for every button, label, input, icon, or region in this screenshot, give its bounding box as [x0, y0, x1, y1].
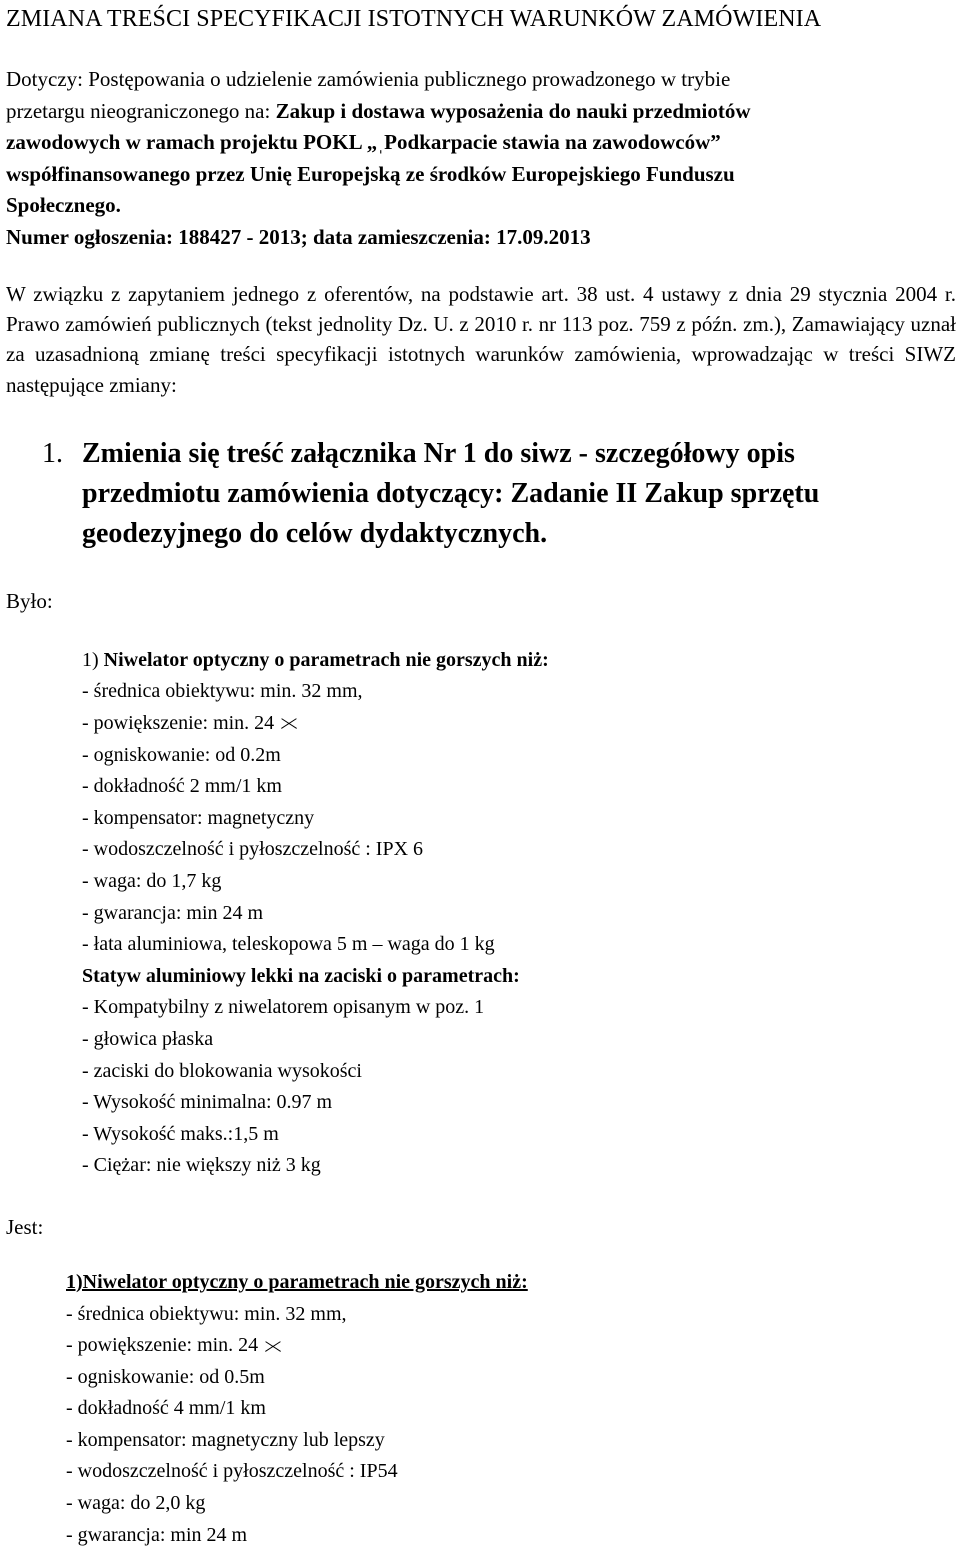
tripod-item: - zaciski do blokowania wysokości	[82, 1059, 362, 1082]
was-item: - waga: do 1,7 kg	[82, 869, 222, 892]
is-item: - kompensator: magnetyczny lub lepszy	[66, 1428, 385, 1451]
is-item-text: - powiększenie: min. 24	[66, 1334, 259, 1357]
procurement-subject-line-3: zawodowych w ramach projektu POKL „ˌPodkarpacie stawia na zawodowców”	[6, 130, 721, 154]
is-item: - wodoszczelność i pyłoszczelność : IP54	[66, 1460, 398, 1483]
is-item: - dokładność 4 mm/1 km	[66, 1397, 266, 1420]
tripod-item: - głowica płaska	[82, 1027, 214, 1050]
concerns-paragraph	[6, 64, 956, 253]
was-heading-number: 1)	[82, 648, 104, 671]
tripod-item: - Wysokość maks.:1,5 m	[82, 1122, 279, 1145]
is-item: - średnica obiektywu: min. 32 mm,	[66, 1302, 347, 1325]
was-label: Było:	[6, 588, 53, 613]
concerns-prefix: przetargu nieograniczonego na:	[6, 98, 276, 123]
tripod-heading: Statyw aluminiowy lekki na zaciski o parametrach:	[82, 964, 520, 987]
is-spec-block	[6, 1267, 956, 1551]
was-item-text: - powiększenie: min. 24	[82, 712, 275, 734]
multiply-sign-icon	[262, 1340, 284, 1354]
was-heading	[82, 645, 956, 677]
concerns-line-1: Dotyczy: Postępowania o udzielenie zamówienia publicznego prowadzonego w trybie	[6, 67, 731, 91]
is-item: - ogniskowanie: od 0.5m	[66, 1365, 265, 1388]
was-item	[82, 708, 956, 740]
procurement-subject-line-5: Społecznego.	[6, 193, 121, 217]
was-item: - wodoszczelność i pyłoszczelność : IPX 6	[82, 838, 424, 861]
was-item: - ogniskowanie: od 0.2m	[82, 743, 281, 766]
was-item: - kompensator: magnetyczny	[82, 806, 315, 829]
tripod-item: - Kompatybilny z niwelatorem opisanym w poz. 1	[82, 996, 485, 1019]
is-label: Jest:	[6, 1214, 44, 1239]
was-item: - łata aluminiowa, teleskopowa 5 m – waga do 1 kg	[82, 933, 495, 956]
multiply-sign-icon	[278, 717, 300, 731]
was-item: - dokładność 2 mm/1 km	[82, 775, 282, 798]
change-text-line-1: Zmienia się treść załącznika Nr 1 do siwz - szczegółowy opis	[82, 437, 795, 469]
is-item	[66, 1330, 956, 1362]
was-spec-block	[6, 645, 956, 1182]
notice-number-line: Numer ogłoszenia: 188427 - 2013; data zamieszczenia: 17.09.2013	[6, 224, 591, 249]
document-page	[6, 4, 956, 1551]
change-text-line-2: przedmiotu zamówienia dotyczący: Zadanie II Zakup sprzętu	[82, 477, 820, 509]
change-text-line-3: geodezyjnego do celów dydaktycznych.	[82, 517, 548, 549]
was-item: - gwarancja: min 24 m	[82, 901, 264, 924]
is-item: - gwarancja: min 24 m	[66, 1523, 248, 1546]
is-heading: 1)Niwelator optyczny o parametrach nie gorszych niż:	[66, 1270, 528, 1293]
document-title: ZMIANA TREŚCI SPECYFIKACJI ISTOTNYCH WARUNKÓW ZAMÓWIENIA	[6, 6, 822, 32]
intro-paragraph: W związku z zapytaniem jednego z oferentów, na podstawie art. 38 ust. 4 ustawy z dnia 29 stycznia 2004 r. Prawo zamówień publicznych (tekst jednolity Dz. U. z 2010 r. nr 113 poz. 759 z późn. zm.), Zamawiający uznał za uzasadnioną zmianę treści specyfikacji istotnych warunków zamówienia, wprowadzając w treści SIWZ następujące zmiany:	[6, 282, 956, 397]
concerns-line-2	[6, 96, 956, 128]
procurement-subject-line-4: współfinansowanego przez Unię Europejską ze środków Europejskiego Funduszu	[6, 161, 735, 186]
was-item: - średnica obiektywu: min. 32 mm,	[82, 680, 363, 703]
change-number: 1.	[42, 437, 63, 469]
change-item-1	[6, 434, 956, 554]
tripod-item: - Wysokość minimalna: 0.97 m	[82, 1091, 333, 1114]
changes-list	[6, 434, 956, 554]
was-heading-text: Niwelator optyczny o parametrach nie gorszych niż:	[103, 648, 549, 671]
tripod-item: - Ciężar: nie większy niż 3 kg	[82, 1154, 321, 1177]
procurement-subject: Zakup i dostawa wyposażenia do nauki przedmiotów	[275, 98, 751, 123]
is-item: - waga: do 2,0 kg	[66, 1492, 206, 1515]
